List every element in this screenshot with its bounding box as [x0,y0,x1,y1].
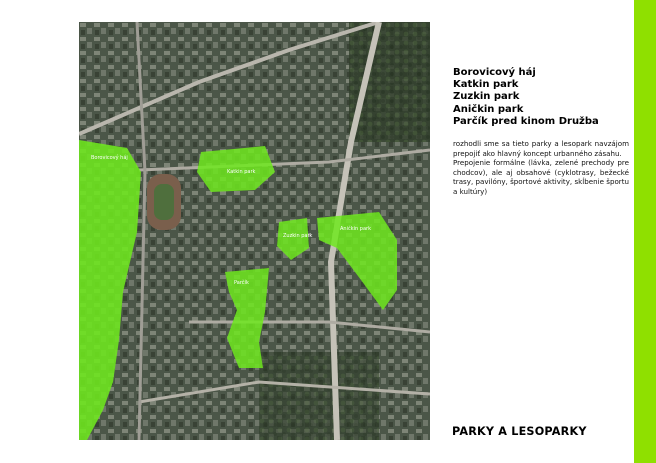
map-label-zuzkin: Zuzkin park [283,233,313,239]
aerial-map[interactable] [79,22,430,440]
description-paragraph-2: Prepojenie formálne (lávka, zelené prechody pre chodcov), ale aj obsahové (cyklotrasy, bežecké trasy, pavilóny, športové aktivity, skĺbenie športu a kultúry) [453,158,629,196]
map-label-katkin: Katkin park [227,169,256,175]
description-text [453,139,629,197]
aerial-map-svg [79,22,430,440]
map-label-parcik: Parčík [234,280,249,286]
park-list-item: Aničkin park [453,103,524,115]
page-title: PARKY A LESOPARKY [452,425,587,438]
park-list-item: Parčík pred kinom Družba [453,115,599,127]
description-paragraph-1: rozhodli sme sa tieto parky a lesopark navzájom prepojiť ako hlavný koncept urbanného zásahu. [453,139,629,158]
park-list [453,67,628,128]
stadium-field [154,184,174,220]
map-woodland-south [259,352,379,440]
map-woodland-ne [349,22,430,142]
park-list-item: Zuzkin park [453,91,520,103]
map-label-borovicovy: Borovicový háj [91,155,128,161]
accent-side-bar [634,0,656,463]
park-list-item: Borovicový háj [453,67,536,78]
park-list-item: Katkin park [453,79,519,91]
map-label-anickin: Aničkin park [340,226,371,232]
